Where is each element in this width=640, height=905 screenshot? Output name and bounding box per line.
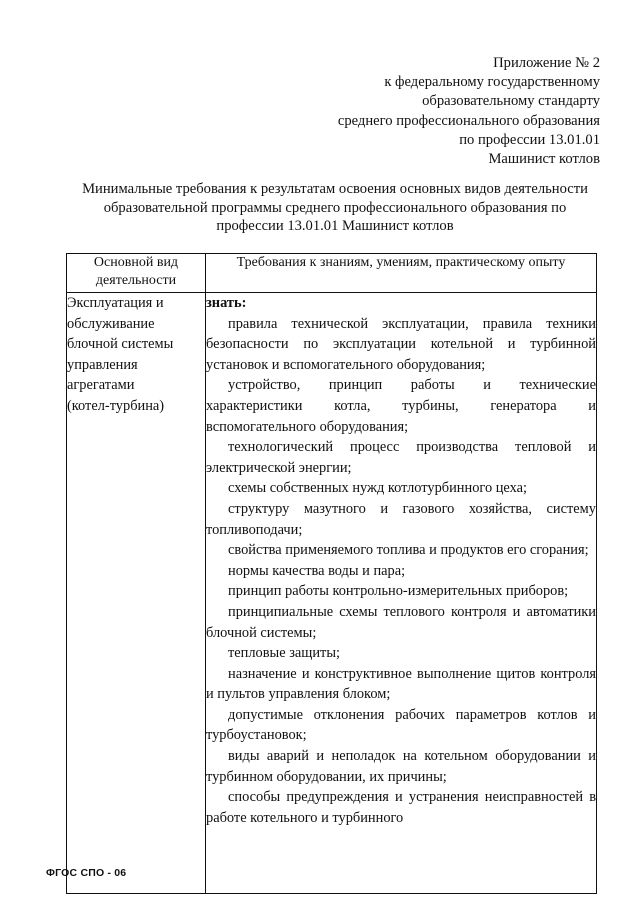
requirement-item: нормы качества воды и пара; — [228, 562, 406, 579]
activity-line: Эксплуатация и — [67, 295, 164, 311]
appendix-line: Машинист котлов — [488, 151, 600, 168]
requirement-item: способы предупреждения и устранения неисправностей в работе котельного и турбинного — [206, 789, 596, 826]
requirement-item: свойства применяемого топлива и продуктов его сгорания; — [228, 542, 589, 559]
appendix-header — [338, 54, 600, 169]
activity-line: блочной системы — [67, 336, 174, 352]
header-activity — [67, 254, 206, 293]
requirements-cell — [206, 293, 597, 894]
activity-line: обслуживание — [67, 315, 155, 332]
requirement-item: структуру мазутного и газового хозяйства, систему топливоподачи; — [206, 500, 596, 538]
requirement-item: технологический процесс производства тепловой и электрической энергии; — [206, 439, 596, 476]
requirement-item: допустимые отклонения рабочих параметров котлов и турбоустановок; — [206, 706, 596, 744]
know-label: знать: — [206, 295, 247, 311]
table-row — [67, 293, 597, 894]
appendix-line: среднего профессионального образования — [337, 112, 600, 129]
header-requirements: Требования к знаниям, умениям, практическому опыту — [206, 254, 597, 293]
requirement-item: виды аварий и неполадок на котельном оборудовании и турбинном оборудовании, их причины; — [206, 748, 596, 785]
requirements-list — [206, 293, 596, 893]
requirements-table — [66, 253, 597, 894]
title-line: образовательной программы среднего профессионального образования по — [103, 199, 567, 216]
table-header-row — [67, 254, 597, 293]
appendix-line: к федеральному государственному — [384, 74, 600, 91]
requirement-item: тепловые защиты; — [228, 645, 341, 662]
appendix-line: Приложение № 2 — [493, 55, 600, 71]
requirement-item: назначение и конструктивное выполнение щитов контроля и пультов управления блоком; — [206, 665, 596, 703]
title-line: Минимальные требования к результатам освоения основных видов деятельности — [82, 181, 588, 197]
requirement-item: устройство, принцип работы и технические характеристики котла, турбины, генератора и вспомогательного оборудования; — [206, 377, 596, 435]
requirement-item: правила технической эксплуатации, правила техники безопасности по эксплуатации котельной и турбинной установок и вспомогательного оборудования; — [206, 315, 596, 373]
header-activity-line: Основной вид — [93, 255, 179, 270]
activity-cell — [67, 293, 206, 894]
title-line: профессии 13.01.01 Машинист котлов — [216, 218, 454, 234]
requirement-item: схемы собственных нужд котлотурбинного цеха; — [228, 480, 528, 497]
activity-line: агрегатами — [67, 377, 135, 393]
footer-code: ФГОС СПО - 06 — [46, 867, 127, 879]
requirement-item: принцип работы контрольно-измерительных приборов; — [228, 583, 569, 600]
header-activity-line: деятельности — [95, 273, 177, 288]
activity-line: управления — [67, 356, 138, 373]
activity-line: (котел-турбина) — [67, 397, 165, 414]
requirement-item: принципиальные схемы теплового контроля и автоматики блочной системы; — [206, 603, 596, 641]
document-title — [40, 180, 630, 236]
appendix-line: образовательному стандарту — [422, 93, 600, 110]
appendix-line: по профессии 13.01.01 — [459, 131, 600, 148]
